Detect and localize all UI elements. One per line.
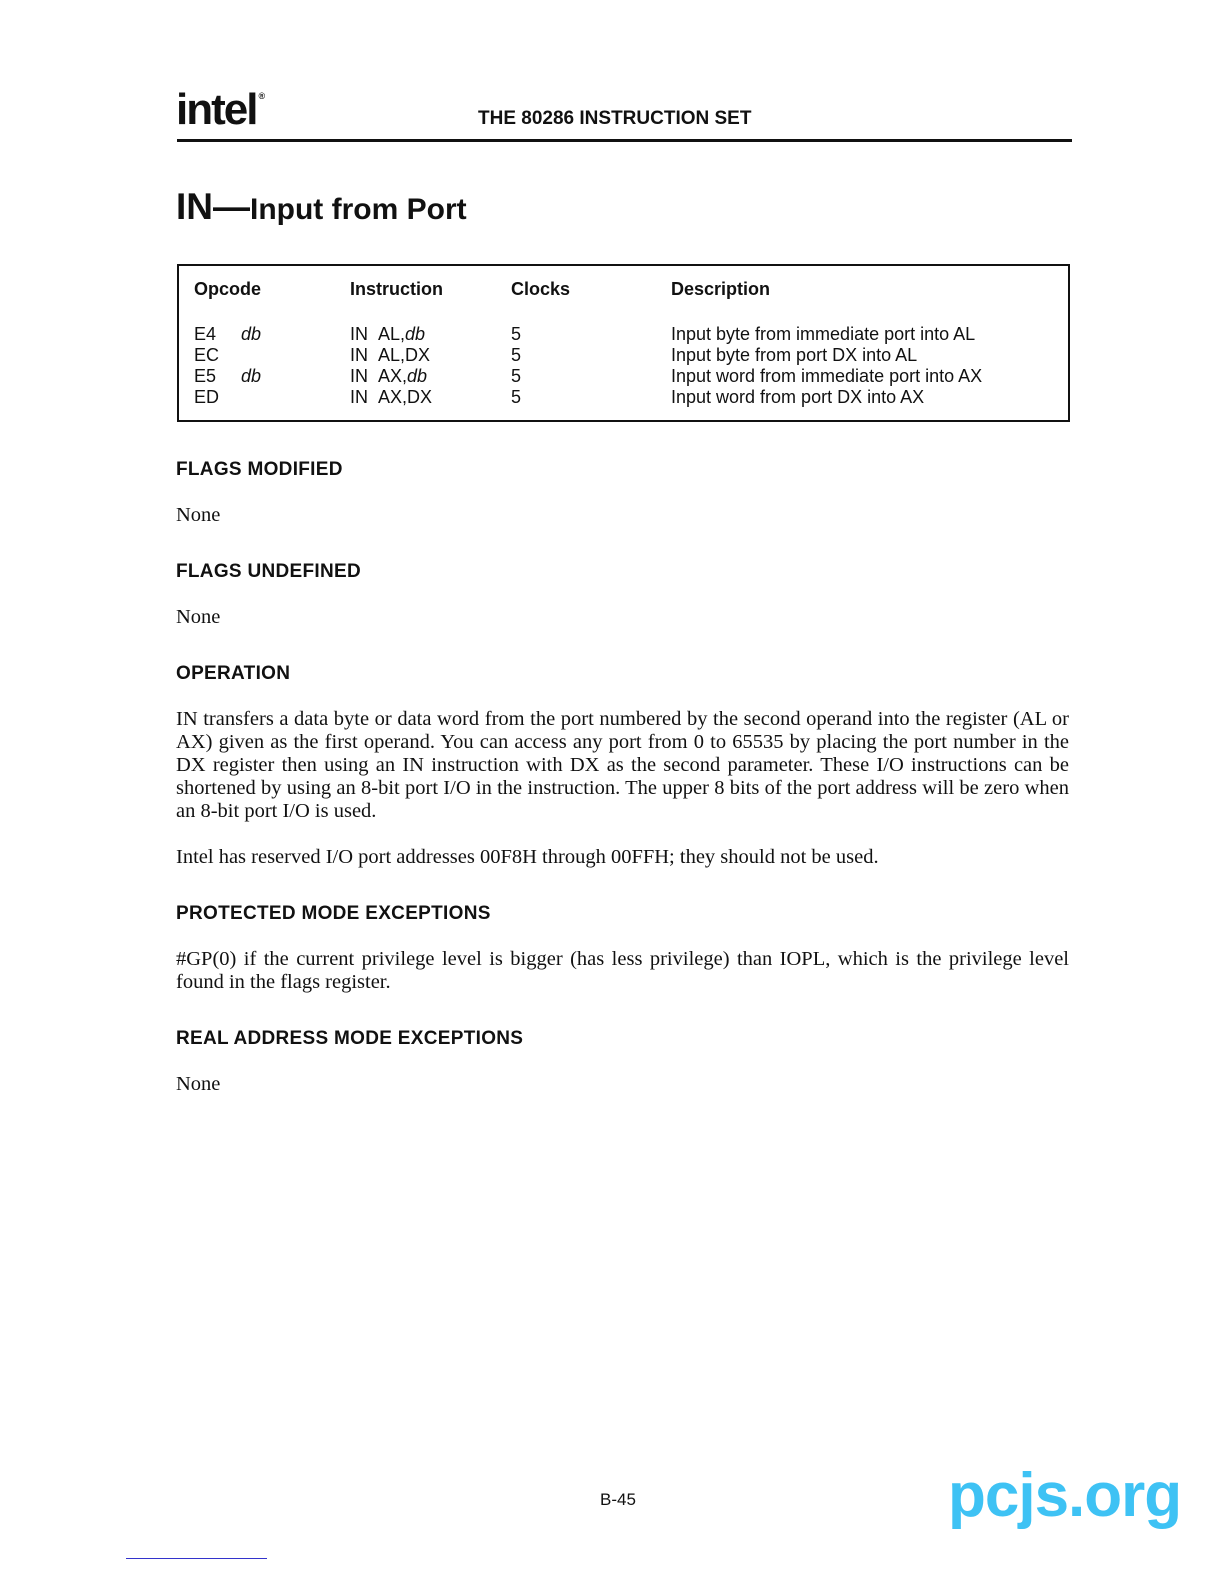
opcode-table	[177, 264, 1070, 422]
instruction-mnemonic: IN	[350, 387, 368, 407]
header-description: Description	[671, 279, 771, 299]
table-row	[179, 366, 1068, 387]
instruction-cell	[350, 387, 432, 408]
description-cell: Input byte from port DX into AL	[671, 345, 918, 365]
real-mode-heading: REAL ADDRESS MODE EXCEPTIONS	[176, 1028, 524, 1049]
flags-modified-heading: FLAGS MODIFIED	[176, 459, 343, 480]
bottom-divider	[126, 1558, 267, 1559]
instruction-immediate: db	[407, 366, 428, 386]
opcode-cell: EC	[194, 345, 220, 365]
running-head: THE 80286 INSTRUCTION SET	[478, 108, 752, 129]
opcode-operand-cell: db	[241, 324, 262, 344]
operation-paragraph-1: IN transfers a data byte or data word from the port numbered by the second operand into the register (AL or AX) given as the first operand. You can access any port from 0 to 65535 by placing the port number in the DX register then using an IN instruction with DX as the second parameter. These I/O instructions can be shortened by using an 8-bit port I/O in the instruction. The upper 8 bits of the port address will be zero when an 8-bit port I/O is used.	[176, 708, 1069, 822]
operation-paragraph-2: Intel has reserved I/O port addresses 00F8H through 00FFH; they should not be used.	[176, 846, 879, 868]
header-opcode: Opcode	[194, 279, 262, 299]
description-cell: Input word from port DX into AX	[671, 387, 925, 407]
instruction-cell	[350, 324, 425, 345]
clocks-cell: 5	[511, 387, 522, 407]
description-cell: Input byte from immediate port into AL	[671, 324, 976, 344]
flags-undefined-heading: FLAGS UNDEFINED	[176, 561, 361, 582]
instruction-cell	[350, 345, 430, 366]
page-title	[176, 185, 467, 229]
protected-mode-heading: PROTECTED MODE EXCEPTIONS	[176, 903, 491, 924]
header-rule	[177, 139, 1072, 142]
flags-undefined-text: None	[176, 606, 221, 628]
instruction-mnemonic: IN	[350, 366, 368, 386]
pcjs-watermark: pcjs.org	[948, 1461, 1182, 1530]
title-dash: —	[213, 186, 250, 227]
table-row	[179, 324, 1068, 345]
clocks-cell: 5	[511, 324, 522, 344]
opcode-cell: E5	[194, 366, 217, 386]
page-number: B-45	[600, 1490, 636, 1509]
opcode-cell: E4	[194, 324, 217, 344]
table-row	[179, 387, 1068, 408]
flags-modified-text: None	[176, 504, 221, 526]
instruction-mnemonic: IN	[350, 324, 368, 344]
clocks-cell: 5	[511, 366, 522, 386]
header-clocks: Clocks	[511, 279, 571, 299]
registered-mark: ®	[258, 91, 266, 101]
instruction-register: AX,	[378, 366, 408, 386]
opcode-cell: ED	[194, 387, 220, 407]
table-row	[179, 345, 1068, 366]
title-mnemonic: IN	[176, 186, 213, 227]
opcode-operand-cell: db	[241, 366, 262, 386]
instruction-mnemonic: IN	[350, 345, 368, 365]
instruction-register: AL,	[378, 324, 406, 344]
operation-heading: OPERATION	[176, 663, 291, 684]
instruction-cell	[350, 366, 427, 387]
description-cell: Input word from immediate port into AX	[671, 366, 983, 386]
protected-mode-text: #GP(0) if the current privilege level is bigger (has less privilege) than IOPL, which is the privilege level found in the flags register.	[176, 948, 1069, 993]
header-instruction: Instruction	[350, 279, 443, 299]
instruction-register: AL,DX	[378, 345, 431, 365]
instruction-register: AX,DX	[378, 387, 433, 407]
title-name: Input from Port	[250, 193, 467, 226]
real-mode-text: None	[176, 1073, 221, 1095]
instruction-immediate: db	[405, 324, 426, 344]
intel-logo	[176, 85, 266, 134]
logo-text: intel	[176, 85, 257, 134]
clocks-cell: 5	[511, 345, 522, 365]
